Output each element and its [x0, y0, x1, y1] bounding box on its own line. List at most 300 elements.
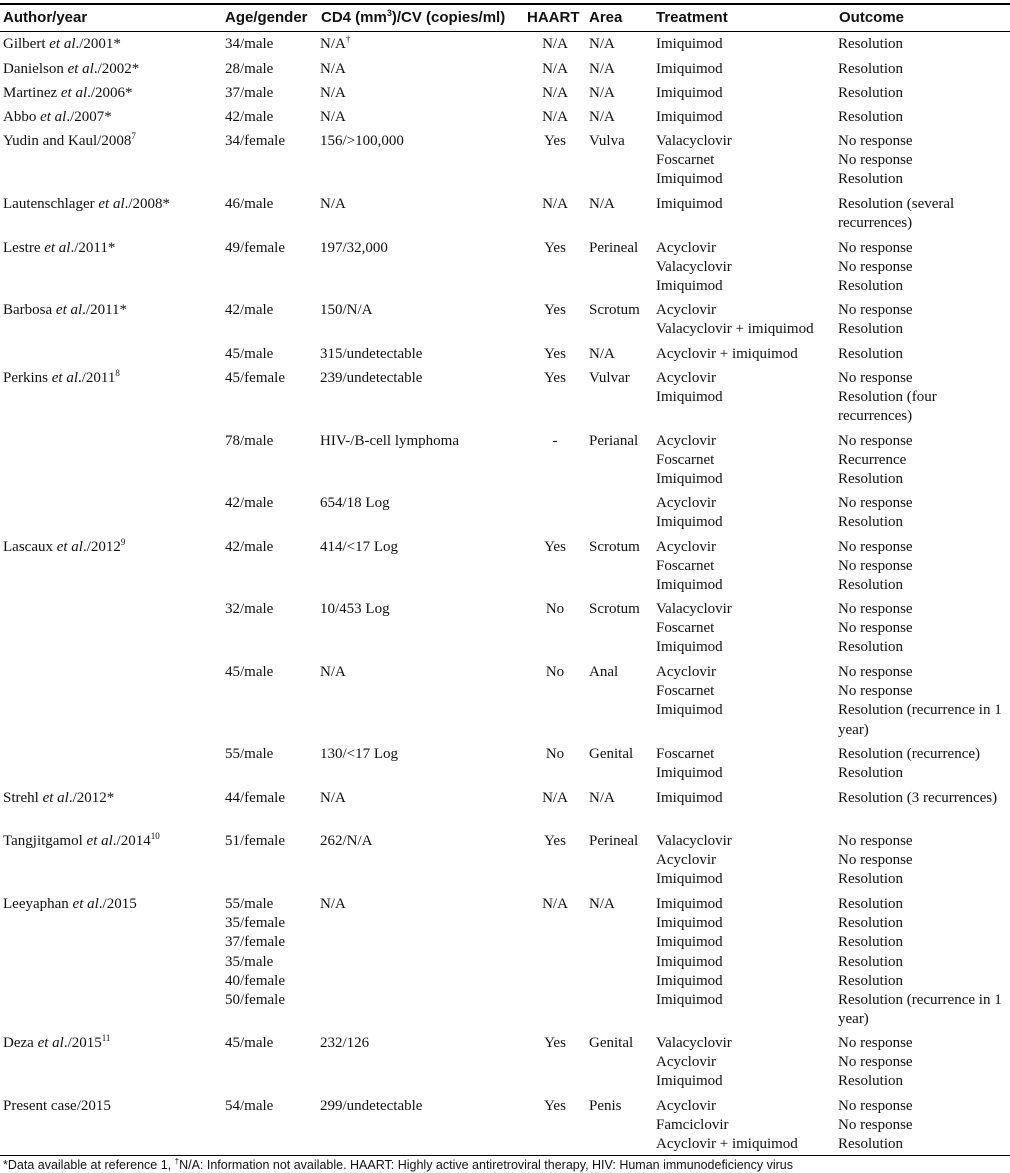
outcome-cell [838, 195, 1010, 233]
outcome-line: Resolution [838, 514, 904, 531]
author-year-cell [3, 108, 112, 127]
treatment-line: Imiquimod [656, 765, 723, 782]
outcome-line: Resolution (several recurrences) [838, 196, 955, 232]
outcome-line: Resolution [838, 972, 904, 989]
treatment-line: Imiquimod [656, 389, 723, 406]
outcome-cell [838, 369, 1010, 427]
outcome-cell [838, 345, 1010, 364]
age-gender-cell [225, 1097, 273, 1116]
age-gender-line: 44/female [225, 790, 285, 806]
treatment-cell [656, 369, 723, 407]
treatment-cell [656, 789, 723, 808]
treatment-line: Imiquimod [656, 577, 723, 594]
author-year: ./2014 [112, 833, 151, 849]
outcome-line: No response [838, 370, 913, 386]
age-gender-line: 78/male [225, 433, 274, 449]
haart-cell: Yes [544, 1098, 566, 1114]
treatment-line: Imiquimod [656, 871, 723, 888]
author-name: Strehl [3, 790, 43, 806]
treatment-cell [656, 195, 723, 214]
treatment-line: Acyclovir [656, 539, 716, 555]
outcome-line: Resolution [838, 577, 904, 594]
treatment-line: Imiquimod [656, 85, 723, 101]
outcome-cell [838, 432, 1010, 490]
treatment-cell [656, 600, 732, 658]
cd4-cv-cell [320, 432, 459, 451]
outcome-cell [838, 84, 1010, 103]
age-gender-line: 45/male [225, 664, 274, 680]
age-gender-line: 42/male [225, 539, 274, 555]
area-cell: N/A [589, 61, 615, 77]
treatment-line: Imiquimod [656, 972, 723, 989]
outcome-line: Resolution [838, 61, 904, 77]
author-year-cell [3, 1097, 111, 1116]
age-gender-line: 49/female [225, 240, 285, 256]
author-year-cell [3, 195, 170, 214]
age-gender-line: 45/male [225, 1035, 274, 1051]
treatment-line: Imiquimod [656, 61, 723, 77]
reference-superscript: 11 [101, 1033, 111, 1043]
treatment-cell [656, 432, 723, 490]
outcome-line: Resolution (four recurrences) [838, 389, 937, 425]
cd4-cv-cell [320, 745, 398, 764]
outcome-line: No response [838, 433, 913, 449]
treatment-cell [656, 494, 723, 532]
cd4-cv-value: N/A [320, 196, 346, 212]
age-gender-line: 35/female [225, 915, 285, 932]
area-cell: Perianal [589, 433, 639, 449]
header-treatment: Treatment [656, 9, 728, 26]
author-year-cell [3, 301, 127, 320]
cd4-cv-value: N/A [320, 36, 346, 52]
cd4-cv-cell [320, 895, 346, 914]
header-cd4-cv [321, 9, 505, 27]
cd4-cv-value: N/A [320, 790, 346, 806]
outcome-line: Resolution [838, 871, 904, 888]
cd4-cv-cell [320, 1097, 422, 1116]
outcome-line: Resolution [838, 1073, 904, 1090]
author-year: ./2015 [98, 896, 137, 912]
treatment-line: Imiquimod [656, 171, 723, 188]
treatment-line: Foscarnet [656, 683, 715, 700]
age-gender-cell [225, 239, 285, 258]
haart-cell: N/A [542, 61, 568, 77]
cd4-cv-value: 654/18 Log [320, 495, 390, 511]
cd4-cv-cell [320, 538, 398, 557]
outcome-line: No response [838, 852, 913, 869]
outcome-line: Resolution [838, 109, 904, 125]
treatment-cell [656, 35, 723, 54]
area-cell: Scrotum [589, 601, 640, 617]
author-year: ./2001* [75, 36, 121, 52]
cd4-cv-value: N/A [320, 85, 346, 101]
age-gender-cell [225, 745, 273, 764]
outcome-line: No response [838, 664, 913, 680]
author-year: ./2015 [63, 1035, 102, 1051]
treatment-line: Foscarnet [656, 746, 715, 762]
treatment-cell [656, 60, 723, 79]
treatment-line: Acyclovir [656, 1098, 716, 1114]
haart-cell: N/A [542, 790, 568, 806]
dagger-superscript: † [345, 34, 351, 44]
age-gender-cell [225, 789, 285, 808]
age-gender-cell [225, 494, 273, 513]
table-top-rule [0, 3, 1010, 5]
outcome-line: Resolution [838, 85, 904, 101]
cd4-cv-value: 239/undetectable [320, 370, 423, 386]
author-name: Lestre [3, 240, 45, 256]
outcome-cell [838, 301, 1010, 339]
outcome-cell [838, 108, 1010, 127]
author-et-al: et al [42, 790, 69, 806]
author-year: ./2007* [66, 109, 112, 125]
age-gender-line: 28/male [225, 61, 274, 77]
outcome-line: No response [838, 833, 913, 849]
table-footnote [3, 1157, 793, 1172]
area-cell: N/A [589, 790, 615, 806]
treatment-cell [656, 345, 798, 364]
cd4-cv-value: N/A [320, 664, 346, 680]
cd4-cv-cell [320, 239, 388, 258]
outcome-line: No response [838, 558, 913, 575]
header-author-year: Author/year [3, 9, 88, 26]
treatment-line: Valacyclovir + imiquimod [656, 321, 814, 338]
haart-cell: - [552, 433, 558, 449]
header-age-gender: Age/gender [225, 9, 308, 26]
treatment-cell [656, 239, 732, 297]
author-year-cell [3, 60, 139, 79]
outcome-line: No response [838, 620, 913, 637]
treatment-line: Acyclovir [656, 495, 716, 511]
author-et-al: et al [40, 109, 67, 125]
outcome-line: Resolution [838, 953, 904, 970]
cd4-cv-cell [320, 35, 350, 54]
area-cell: Penis [589, 1098, 622, 1114]
age-gender-cell [225, 895, 285, 1010]
author-et-al: et al [72, 896, 99, 912]
haart-cell: Yes [544, 240, 566, 256]
age-gender-line: 34/male [225, 36, 274, 52]
age-gender-cell [225, 132, 285, 151]
age-gender-line: 32/male [225, 601, 274, 617]
outcome-line: Resolution [838, 321, 904, 338]
outcome-line: Resolution [838, 278, 904, 295]
outcome-line: No response [838, 539, 913, 555]
author-et-al: et al [44, 240, 71, 256]
outcome-line: Resolution [838, 36, 904, 52]
outcome-line: Resolution (recurrence) [838, 746, 981, 762]
cd4-cv-cell [320, 789, 346, 808]
author-name: Leeyaphan [3, 896, 73, 912]
age-gender-line: 37/male [225, 85, 274, 101]
treatment-cell [656, 538, 723, 596]
reference-superscript: 7 [131, 131, 136, 141]
age-gender-cell [225, 600, 273, 619]
treatment-line: Acyclovir [656, 370, 716, 386]
age-gender-line: 45/female [225, 370, 285, 386]
age-gender-cell [225, 369, 285, 388]
outcome-line: No response [838, 1035, 913, 1051]
author-year-cell [3, 35, 121, 54]
outcome-line: No response [838, 133, 913, 149]
cd4-cv-cell [320, 663, 346, 682]
cd4-cv-value: 150/N/A [320, 302, 373, 318]
treatment-line: Acyclovir + imiquimod [656, 1136, 798, 1153]
age-gender-cell [225, 663, 273, 682]
author-name: Deza [3, 1035, 38, 1051]
author-name: Present case/2015 [3, 1098, 111, 1114]
author-et-al: et al [67, 61, 94, 77]
age-gender-line: 45/male [225, 346, 274, 362]
cd4-cv-cell [320, 1034, 369, 1053]
table-bottom-rule [0, 1155, 1010, 1156]
cd4-cv-value: N/A [320, 109, 346, 125]
reference-superscript: 10 [150, 831, 160, 841]
age-gender-line: 42/male [225, 495, 274, 511]
treatment-line: Imiquimod [656, 953, 723, 970]
treatment-line: Imiquimod [656, 471, 723, 488]
cd4-cv-value: 156/>100,000 [320, 133, 404, 149]
cd4-cv-value: 315/undetectable [320, 346, 423, 362]
treatment-cell [656, 132, 732, 190]
cd4-cv-cell [320, 600, 390, 619]
haart-cell: N/A [542, 196, 568, 212]
outcome-cell [838, 745, 1010, 783]
author-et-al: et al [51, 370, 78, 386]
treatment-cell [656, 832, 732, 890]
author-name: Martinez [3, 85, 61, 101]
treatment-line: Valacyclovir [656, 133, 732, 149]
age-gender-cell [225, 1034, 273, 1053]
author-year-cell [3, 789, 114, 808]
area-cell: Anal [589, 664, 619, 680]
reference-superscript: 9 [120, 537, 126, 547]
header-cd4-text-b: )/CV (copies/ml) [391, 9, 506, 26]
footnote-text-a: *Data available at reference 1, [3, 1158, 175, 1173]
author-year: ./2012* [68, 790, 115, 806]
haart-cell: No [545, 601, 565, 617]
treatment-line: Imiquimod [656, 1073, 723, 1090]
author-et-al: et al [55, 302, 83, 318]
area-cell: N/A [589, 896, 615, 912]
treatment-line: Valacyclovir [656, 1035, 732, 1051]
cd4-cv-value: 232/126 [320, 1035, 370, 1051]
treatment-cell [656, 301, 814, 339]
author-year-cell [3, 832, 160, 851]
age-gender-line: 54/male [225, 1098, 274, 1114]
age-gender-line: 55/male [225, 746, 274, 762]
outcome-line: No response [838, 601, 913, 617]
treatment-line: Acyclovir + imiquimod [656, 346, 798, 362]
age-gender-line: 42/male [225, 302, 274, 318]
outcome-line: Resolution [838, 934, 904, 951]
treatment-cell [656, 1097, 798, 1155]
haart-cell: Yes [544, 1035, 566, 1051]
area-cell: Genital [589, 746, 634, 762]
age-gender-cell [225, 84, 273, 103]
treatment-line: Foscarnet [656, 558, 715, 575]
treatment-line: Valacyclovir [656, 833, 732, 849]
author-et-al: et al [37, 1035, 64, 1051]
outcome-line: Resolution [838, 915, 904, 932]
outcome-line: No response [838, 152, 913, 169]
header-cd4-text-a: CD4 (mm [321, 9, 387, 26]
age-gender-line: 42/male [225, 109, 274, 125]
treatment-line: Imiquimod [656, 36, 723, 52]
treatment-line: Imiquimod [656, 702, 723, 719]
author-name: Perkins [3, 370, 52, 386]
author-year-cell [3, 84, 133, 103]
author-name: Tangjitgamol [3, 833, 87, 849]
author-year-cell [3, 895, 137, 914]
footnote-text-b: N/A: Information not available. HAART: Highly active antiretroviral therapy, HIV: Human immunodeficiency virus [179, 1158, 794, 1173]
haart-cell: Yes [544, 346, 566, 362]
cd4-cv-value: 299/undetectable [320, 1098, 423, 1114]
cd4-cv-cell [320, 832, 373, 851]
treatment-line: Acyclovir [656, 664, 716, 680]
reference-superscript: 8 [115, 368, 120, 378]
cd4-cv-cell [320, 494, 390, 513]
treatment-line: Imiquimod [656, 934, 723, 951]
outcome-line: Resolution [838, 896, 904, 912]
treatment-line: Imiquimod [656, 196, 723, 212]
age-gender-line: 34/female [225, 133, 285, 149]
age-gender-line: 46/male [225, 196, 274, 212]
header-area: Area [589, 9, 623, 26]
age-gender-line: 55/male [225, 896, 274, 912]
author-name: Lautenschlager [3, 196, 99, 212]
age-gender-line: 51/female [225, 833, 285, 849]
cd4-cv-cell [320, 369, 422, 388]
author-year-cell [3, 132, 136, 151]
cd4-cv-cell [320, 195, 346, 214]
treatment-line: Imiquimod [656, 790, 723, 806]
age-gender-cell [225, 432, 273, 451]
age-gender-cell [225, 108, 273, 127]
outcome-line: Resolution [838, 639, 904, 656]
outcome-line: Resolution [838, 471, 904, 488]
outcome-cell [838, 132, 1010, 190]
haart-cell: N/A [542, 896, 568, 912]
treatment-cell [656, 84, 723, 103]
area-cell: Vulva [589, 133, 625, 149]
treatment-line: Imiquimod [656, 278, 723, 295]
author-year-cell [3, 1034, 110, 1053]
age-gender-line: 50/female [225, 992, 285, 1009]
header-divider-rule [0, 31, 1010, 32]
treatment-line: Acyclovir [656, 240, 716, 256]
outcome-line: No response [838, 302, 913, 318]
age-gender-cell [225, 538, 273, 557]
treatment-line: Valacyclovir [656, 259, 732, 276]
outcome-cell [838, 789, 1010, 808]
outcome-cell [838, 1097, 1010, 1155]
treatment-line: Acyclovir [656, 1054, 716, 1071]
outcome-cell [838, 35, 1010, 54]
area-cell: N/A [589, 346, 615, 362]
outcome-line: No response [838, 683, 913, 700]
area-cell: N/A [589, 196, 615, 212]
area-cell: N/A [589, 36, 615, 52]
treatment-line: Acyclovir [656, 852, 716, 869]
age-gender-cell [225, 345, 273, 364]
haart-cell: N/A [542, 36, 568, 52]
treatment-line: Imiquimod [656, 514, 723, 531]
cd4-cv-value: 10/453 Log [320, 601, 390, 617]
cd4-cv-cell [320, 345, 422, 364]
area-cell: Scrotum [589, 539, 640, 555]
author-name: Barbosa [3, 302, 56, 318]
treatment-line: Acyclovir [656, 302, 716, 318]
treatment-cell [656, 1034, 732, 1092]
haart-cell: No [545, 746, 565, 762]
outcome-cell [838, 600, 1010, 658]
author-name: Gilbert [3, 36, 50, 52]
outcome-cell [838, 832, 1010, 890]
treatment-cell [656, 108, 723, 127]
age-gender-line: 40/female [225, 972, 285, 989]
outcome-cell [838, 239, 1010, 297]
treatment-line: Valacyclovir [656, 601, 732, 617]
cd4-cv-value: N/A [320, 896, 346, 912]
treatment-line: Foscarnet [656, 620, 715, 637]
age-gender-cell [225, 301, 273, 320]
footnote-dagger: † [174, 1157, 180, 1166]
cd4-cv-cell [320, 132, 404, 151]
outcome-line: No response [838, 259, 913, 276]
author-year: ./2012 [82, 539, 121, 555]
treatment-line: Imiquimod [656, 915, 723, 932]
outcome-line: Resolution (3 recurrences) [838, 790, 998, 806]
author-name: Lascaux [3, 539, 57, 555]
author-et-al: et al [49, 36, 76, 52]
outcome-cell [838, 60, 1010, 79]
outcome-cell [838, 494, 1010, 532]
treatment-line: Imiquimod [656, 109, 723, 125]
treatment-line: Famciclovir [656, 1117, 729, 1134]
author-year: ./2011* [82, 302, 128, 318]
area-cell: Genital [589, 1035, 634, 1051]
outcome-line: No response [838, 240, 913, 256]
treatment-cell [656, 895, 723, 1010]
author-name: Danielson [3, 61, 68, 77]
outcome-line: Resolution [838, 346, 904, 362]
author-et-al: et al [98, 196, 125, 212]
author-year: ./2008* [124, 196, 171, 212]
author-et-al: et al [56, 539, 83, 555]
treatment-line: Acyclovir [656, 433, 716, 449]
outcome-line: Recurrence [838, 452, 907, 469]
cd4-cv-value: 197/32,000 [320, 240, 388, 256]
author-et-al: et al [86, 833, 113, 849]
area-cell: Vulvar [589, 370, 630, 386]
author-year: ./2011 [78, 370, 116, 386]
haart-cell: Yes [544, 833, 566, 849]
outcome-line: No response [838, 1054, 913, 1071]
header-cd4-superscript: 3 [386, 8, 392, 18]
area-cell: Perineal [589, 240, 639, 256]
treatment-line: Imiquimod [656, 896, 723, 912]
author-year-cell [3, 538, 125, 557]
outcome-line: Resolution [838, 171, 904, 188]
outcome-line: Resolution [838, 1136, 904, 1153]
haart-cell: Yes [544, 370, 566, 386]
cd4-cv-cell [320, 60, 346, 79]
author-name: Abbo [3, 109, 41, 125]
cd4-cv-cell [320, 108, 346, 127]
age-gender-cell [225, 832, 285, 851]
cd4-cv-value: 414/<17 Log [320, 539, 399, 555]
